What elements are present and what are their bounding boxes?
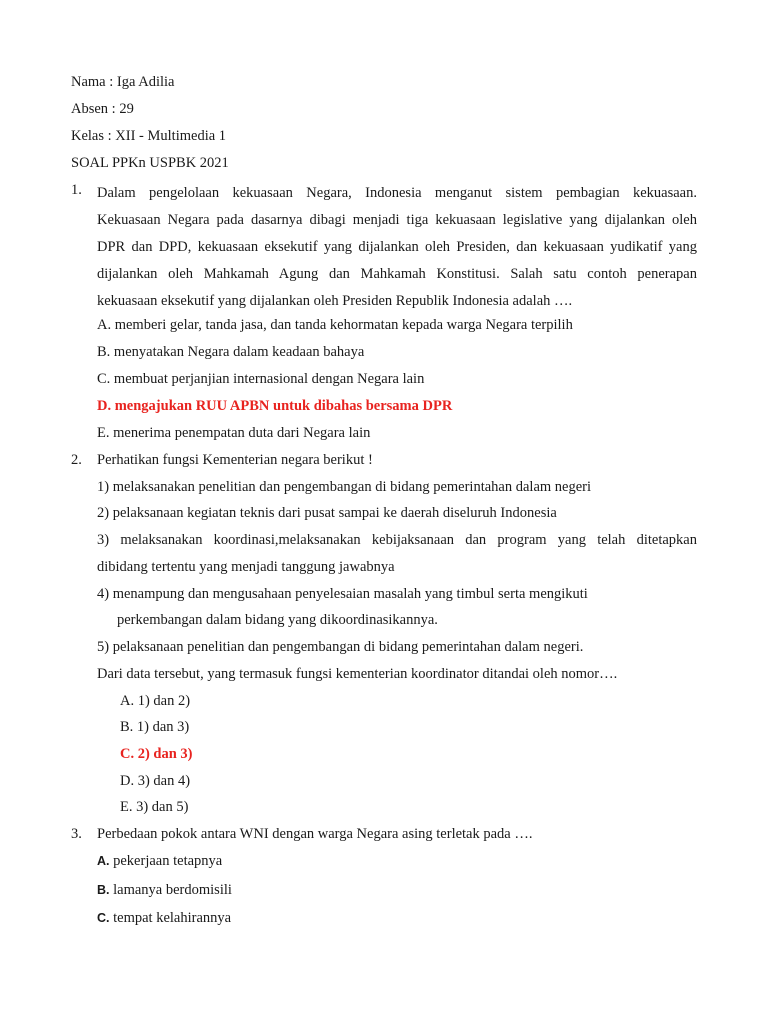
question-2-item-2: 2) pelaksanaan kegiatan teknis dari pusat sampai ke daerah diseluruh Indonesia bbox=[97, 505, 557, 521]
option-text: lamanya berdomisili bbox=[113, 882, 232, 898]
option-letter: C. bbox=[97, 911, 110, 925]
question-1-option-c: C. membuat perjanjian internasional dengan Negara lain bbox=[97, 371, 425, 387]
question-2-option-e: E. 3) dan 5) bbox=[120, 799, 189, 815]
question-1-option-b: B. menyatakan Negara dalam keadaan bahaya bbox=[97, 344, 365, 360]
question-2-option-b: B. 1) dan 3) bbox=[120, 719, 190, 735]
option-letter: B. bbox=[97, 883, 110, 897]
exam-title: SOAL PPKn USPBK 2021 bbox=[71, 155, 229, 171]
question-1-line: kekuasaan eksekutif yang dijalankan oleh Presiden Republik Indonesia adalah …. bbox=[97, 293, 573, 309]
student-absen: Absen : 29 bbox=[71, 101, 134, 117]
option-text: pekerjaan tetapnya bbox=[113, 853, 223, 869]
question-3-text: Perbedaan pokok antara WNI dengan warga Negara asing terletak pada …. bbox=[97, 826, 533, 842]
question-2-question: Dari data tersebut, yang termasuk fungsi kementerian koordinator ditandai oleh nomor…. bbox=[97, 666, 618, 682]
student-class: Kelas : XII - Multimedia 1 bbox=[71, 128, 227, 144]
question-3-option-b bbox=[97, 880, 232, 900]
question-2-option-c-answer: C. 2) dan 3) bbox=[120, 746, 193, 762]
student-name: Nama : Iga Adilia bbox=[71, 74, 175, 90]
question-2-intro: Perhatikan fungsi Kementerian negara berikut ! bbox=[97, 452, 373, 468]
question-3-option-a bbox=[97, 851, 222, 871]
question-1-text bbox=[97, 180, 697, 315]
question-1-number: 1. bbox=[71, 182, 82, 198]
question-2-item-3 bbox=[97, 530, 697, 550]
question-3-number: 3. bbox=[71, 826, 82, 842]
question-1-line: Dalam pengelolaan kekuasaan Negara, Indonesia menganut sistem pembagian kekuasaan. bbox=[97, 185, 697, 201]
question-2-item-1: 1) melaksanakan penelitian dan pengembangan di bidang pemerintahan dalam negeri bbox=[97, 479, 592, 495]
option-text: tempat kelahirannya bbox=[113, 910, 232, 926]
question-2-item-3-cont: dibidang tertentu yang menjadi tanggung jawabnya bbox=[97, 559, 395, 575]
question-3-option-c bbox=[97, 908, 231, 928]
question-1-option-a: A. memberi gelar, tanda jasa, dan tanda kehormatan kepada warga Negara terpilih bbox=[97, 317, 573, 333]
question-2-option-a: A. 1) dan 2) bbox=[120, 693, 191, 709]
question-1-option-e: E. menerima penempatan duta dari Negara lain bbox=[97, 425, 371, 441]
question-2-item-5: 5) pelaksanaan penelitian dan pengembangan di bidang pemerintahan dalam negeri. bbox=[97, 639, 584, 655]
question-1-option-d-answer: D. mengajukan RUU APBN untuk dibahas bersama DPR bbox=[97, 398, 453, 414]
question-1-line: Kekuasaan Negara pada dasarnya dibagi menjadi tiga kekuasaan legislative yang dijalankan oleh bbox=[97, 212, 697, 228]
question-2-item-4: 4) menampung dan mengusahaan penyelesaian masalah yang timbul serta mengikuti bbox=[97, 586, 588, 602]
question-2-item-3-line: 3) melaksanakan koordinasi,melaksanakan kebijaksanaan dan program yang telah ditetapkan bbox=[97, 532, 697, 548]
question-2-item-4-cont: perkembangan dalam bidang yang dikoordinasikannya. bbox=[117, 612, 438, 628]
question-1-line: DPR dan DPD, kekuasaan eksekutif yang dijalankan oleh Presiden, dan kekuasaan yudikatif yang bbox=[97, 239, 697, 255]
question-1-line: dijalankan oleh Mahkamah Agung dan Mahkamah Konstitusi. Salah satu contoh penerapan bbox=[97, 266, 697, 282]
option-letter: A. bbox=[97, 854, 110, 868]
question-2-option-d: D. 3) dan 4) bbox=[120, 773, 191, 789]
question-2-number: 2. bbox=[71, 452, 82, 468]
